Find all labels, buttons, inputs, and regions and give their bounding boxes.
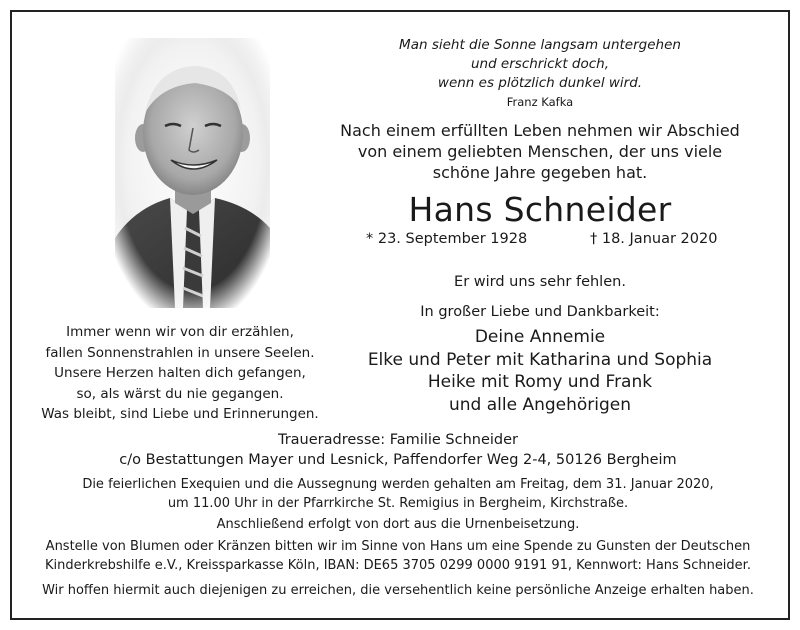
poem-line: Immer wenn wir von dir erzählen, [66, 324, 294, 340]
service-line: Die feierlichen Exequien und die Aussegnung werden gehalten am Freitag, dem 31. Januar 2020, [82, 477, 714, 492]
family-list [340, 326, 740, 416]
family-member: und alle Angehörigen [448, 394, 632, 415]
portrait-photo [115, 38, 270, 308]
poem-line: Unsere Herzen halten dich gefangen, [54, 365, 306, 381]
address-line: c/o Bestattungen Mayer und Lesnick, Paffendorfer Weg 2-4, 50126 Bergheim [119, 452, 677, 468]
family-member: Deine Annemie [474, 327, 606, 347]
donation-info [20, 538, 776, 575]
family-member: Heike mit Romy und Frank [427, 372, 653, 392]
love-line: In großer Liebe und Dankbarkeit: [420, 304, 660, 320]
poem-line: Was bleibt, sind Liebe und Erinnerungen. [41, 406, 319, 422]
quote-line: und erschrickt doch, [470, 56, 610, 72]
farewell-text [340, 120, 740, 183]
quote-author: Franz Kafka [506, 95, 574, 109]
address-line: Traueradresse: Familie Schneider [277, 432, 519, 448]
memorial-poem [30, 322, 330, 425]
poem-line: fallen Sonnenstrahlen in unsere Seelen. [45, 344, 315, 361]
miss-line: Er wird uns sehr fehlen. [454, 274, 626, 290]
birth-date: * 23. September 1928 [366, 231, 528, 247]
death-date: † 18. Januar 2020 [590, 231, 718, 247]
farewell-line: Nach einem erfüllten Leben nehmen wir Abschied [340, 121, 740, 140]
service-info [20, 476, 776, 513]
mourning-address [20, 430, 776, 470]
kafka-quote [340, 36, 740, 112]
service-line: um 11.00 Uhr in der Pfarrkirche St. Remigius in Bergheim, Kirchstraße. [167, 495, 629, 511]
closing-note: Wir hoffen hiermit auch diejenigen zu erreichen, die versehentlich keine persönliche Anzeige erhalten haben. [42, 583, 754, 598]
quote-line: wenn es plötzlich dunkel wird. [437, 75, 643, 91]
poem-line: so, als wärst du nie gegangen. [76, 385, 284, 402]
family-member: Elke und Peter mit Katharina und Sophia [367, 349, 713, 370]
donation-line: Anstelle von Blumen oder Kränzen bitten wir im Sinne von Hans um eine Spende zu Gunsten der Deutschen [45, 539, 751, 554]
farewell-line: von einem geliebten Menschen, der uns viele [357, 142, 723, 161]
urn-burial-line: Anschließend erfolgt von dort aus die Urnenbeisetzung. [216, 517, 580, 532]
deceased-name: Hans Schneider [408, 190, 672, 229]
farewell-line: schöne Jahre gegeben hat. [432, 163, 648, 182]
quote-line: Man sieht die Sonne langsam untergehen [399, 37, 681, 53]
donation-line: Kinderkrebshilfe e.V., Kreissparkasse Köln, IBAN: DE65 3705 0299 0000 9191 91, Kennwort: Hans Schneider. [45, 557, 751, 573]
